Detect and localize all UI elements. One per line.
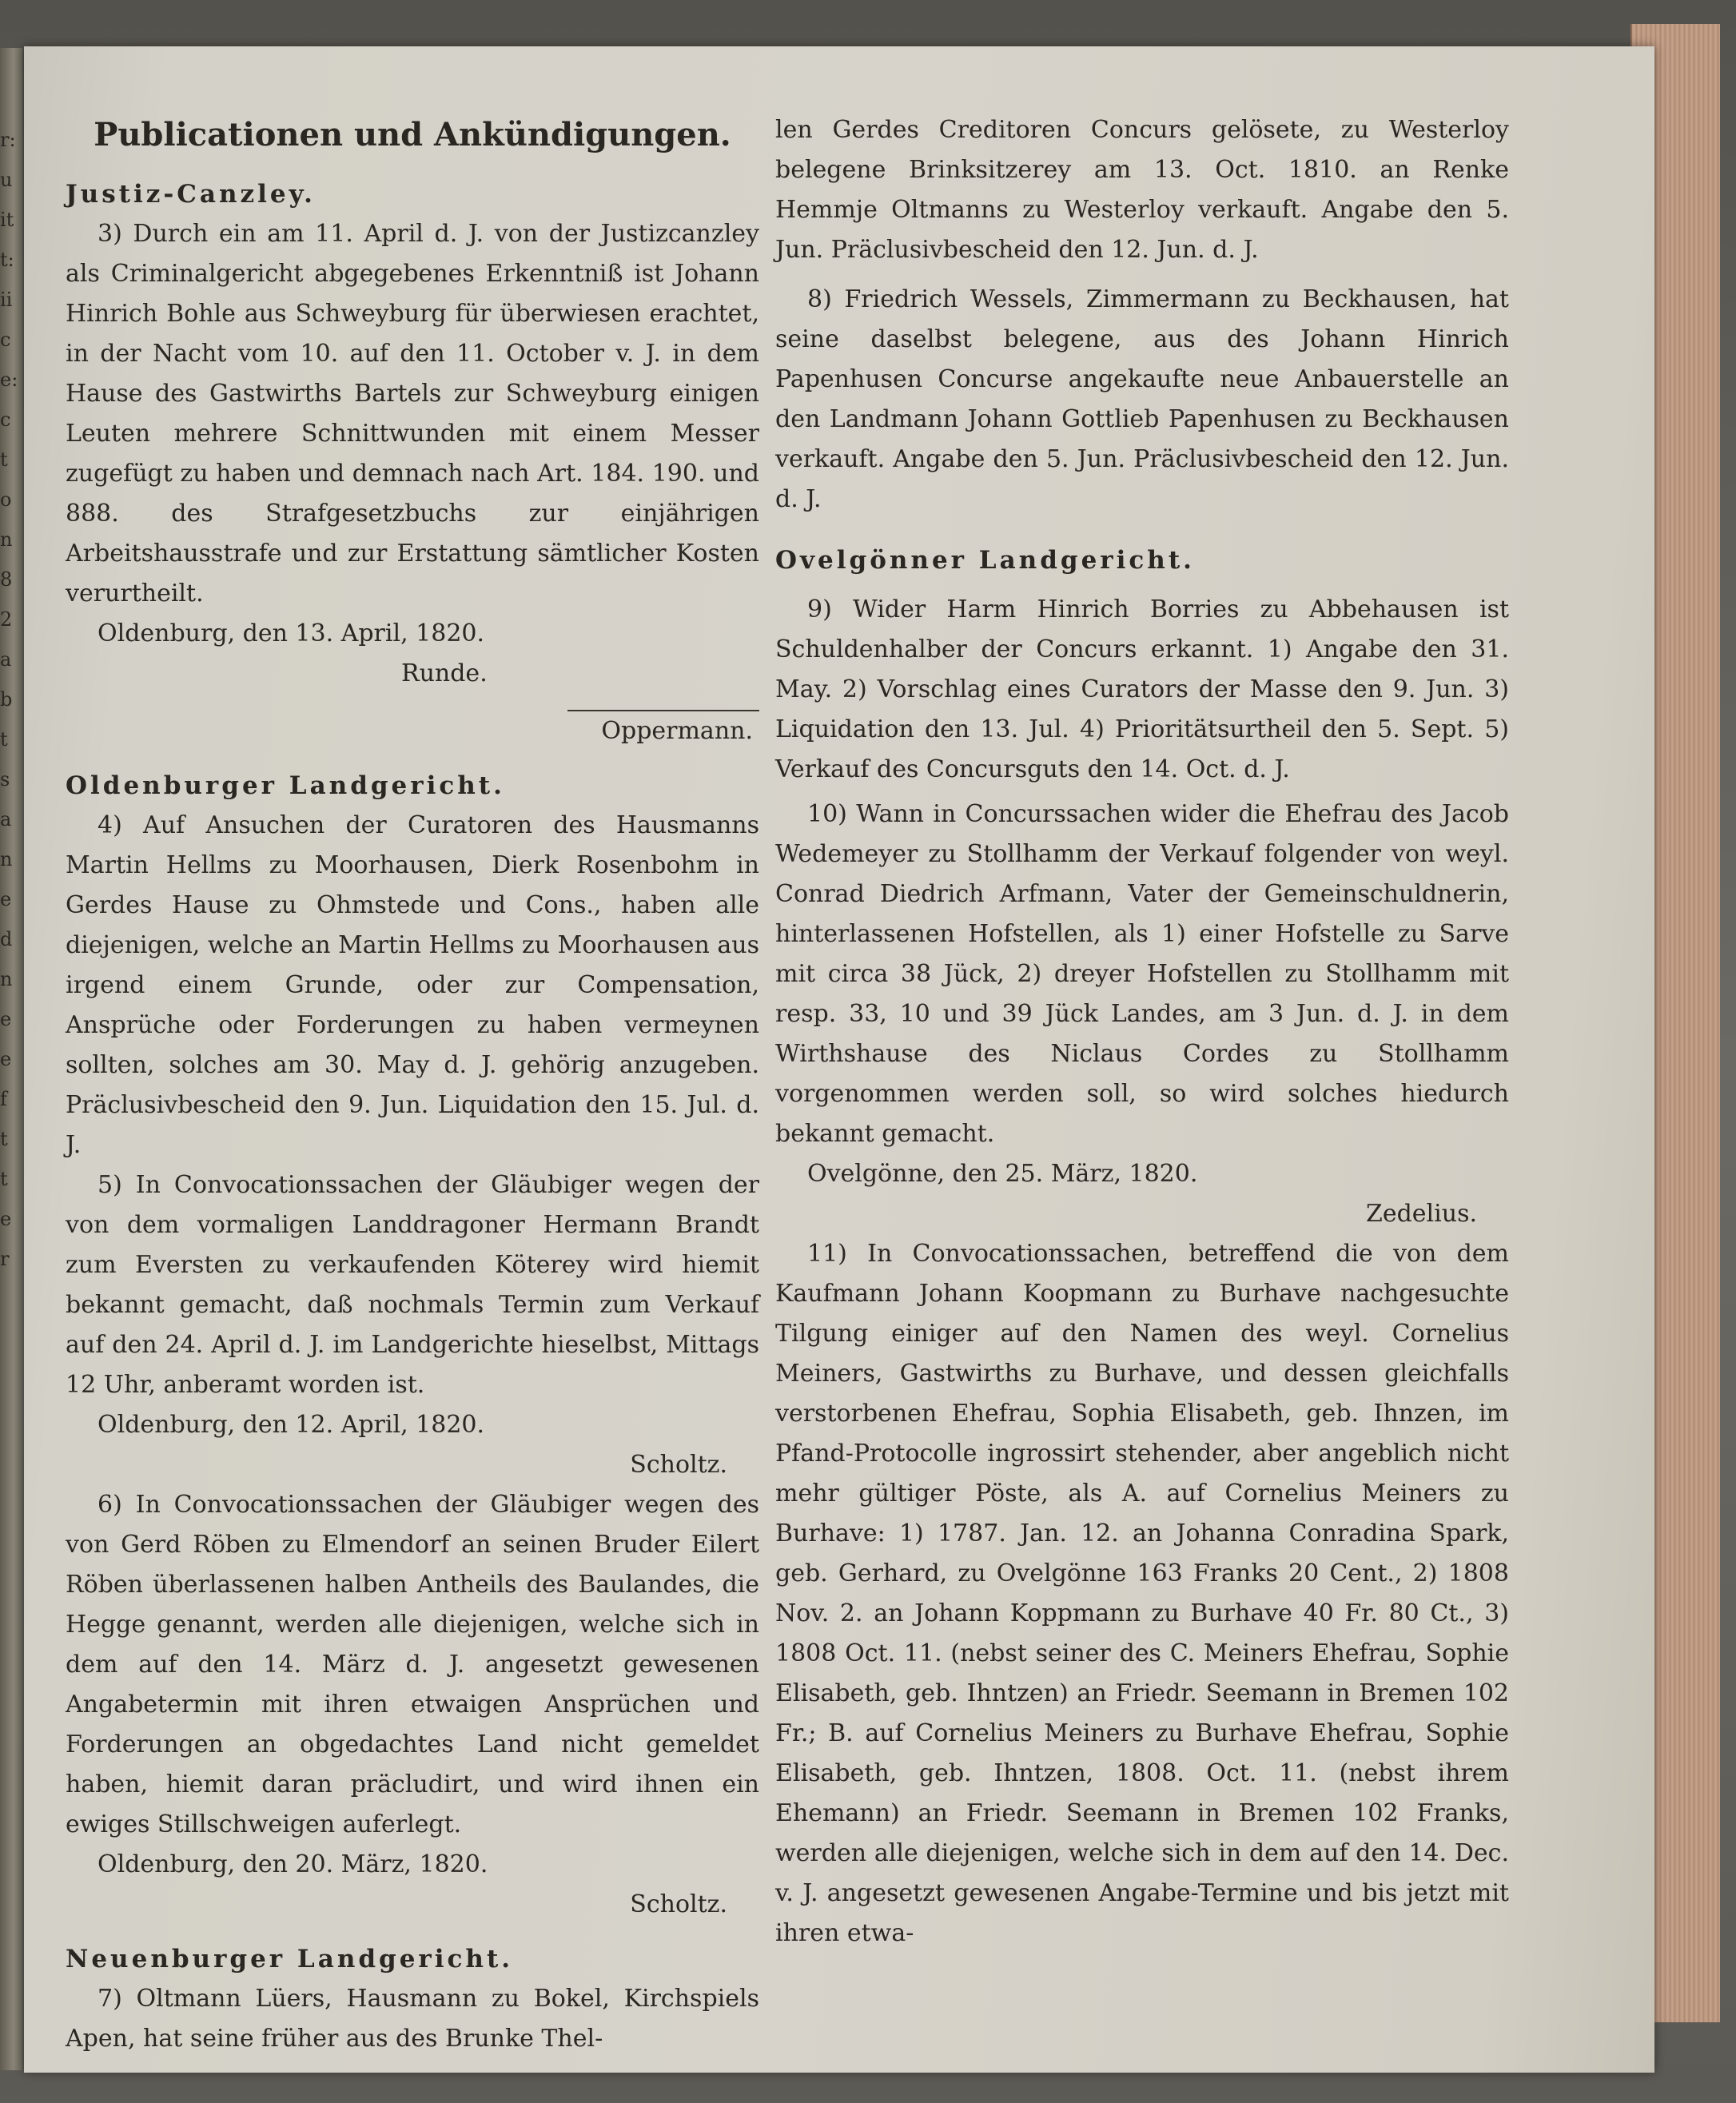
left-sliver-fragment: t [0,728,8,751]
left-sliver-fragment: t [0,448,8,471]
left-sliver-fragment: a [0,648,12,671]
section-neuenburger-landgericht: Neuenburger Landgericht. [66,1945,514,1974]
left-column [66,46,759,2059]
entry-10-signature: Zedelius. [1366,1200,1477,1228]
left-sliver-fragment: a [0,808,12,830]
entry-5-date: Oldenburg, den 12. April, 1820. [98,1411,485,1439]
left-sliver-fragment: d [0,928,13,950]
page-heading: Publicationen und Ankündigungen. [94,116,731,153]
entry-8: 8) Friedrich Wessels, Zimmermann zu Beckhausen, hat seine daselbst belegene, aus des Johann Hinrich Papenhusen Concurse angekaufte neue Anbauerstelle an den Landmann Johann Gottlieb Papenhusen zu Beckhausen verkauft. Angabe den 5. Jun. Präclusivbescheid den 12. Jun. d. J. [775,285,1509,513]
entry-6-date: Oldenburg, den 20. März, 1820. [98,1850,488,1878]
entry-5-signature: Scholtz. [630,1451,727,1479]
entry-5: 5) In Convocationssachen der Gläubiger wegen der von dem vormaligen Landdragoner Hermann Brandt zum Eversten zu verkaufenden Köterey wird hiemit bekannt gemacht, daß nochmals Termin zum Verkauf auf den 24. April d. J. im Landgerichte hieselbst, Mittags 12 Uhr, anberamt worden ist. [66,1171,759,1399]
entry-4: 4) Auf Ansuchen der Curatoren des Hausmanns Martin Hellms zu Moorhausen, Dierk Rosenbohm in Gerdes Hause zu Ohmstede und Cons., haben alle diejenigen, welche an Martin Hellms zu Moorhausen aus irgend einem Grunde, oder zur Compensation, Ansprüche oder Forderungen zu haben vermeynen sollten, solches am 30. May d. J. gehörig anzugeben. Präclusivbescheid den 9. Jun. Liquidation den 15. Jul. d. J. [66,811,759,1159]
left-sliver-fragment: e [0,1008,12,1030]
left-sliver-fragment: t [0,1168,8,1190]
book-page [24,46,1654,2073]
left-sliver-fragment: 8 [0,568,13,591]
left-page-sliver [0,120,21,1878]
entry-9: 9) Wider Harm Hinrich Borries zu Abbehausen ist Schuldenhalber der Concurs erkannt. 1) Angabe den 31. May. 2) Vorschlag eines Curators der Masse den 9. Jun. 3) Liquidation den 13. Jul. 4) Prioritätsurtheil den 5. Sept. 5) Verkauf des Concursguts den 14. Oct. d. J. [775,595,1509,783]
entry-6: 6) In Convocationssachen der Gläubiger wegen des von Gerd Röben zu Elmendorf an seinen Bruder Eilert Röben überlassenen halben Antheils des Baulandes, die Hegge genannt, werden alle diejenigen, welche sich in dem auf den 14. März d. J. angesetzt gewesenen Angabetermin mit ihren etwaigen Ansprüchen und Forderungen an obgedachtes Land nicht gemeldet haben, hiemit daran präcludirt, und wird ihnen ein ewiges Stillschweigen auferlegt. [66,1491,759,1838]
left-sliver-fragment: r: [0,129,16,151]
entry-10: 10) Wann in Concurssachen wider die Ehefrau des Jacob Wedemeyer zu Stollhamm der Verkauf folgender von weyl. Conrad Diedrich Arfmann, Vater der Gemeinschuldnerin, hinterlassenen Hofstellen, als 1) einer Hofstelle zu Sarve mit circa 38 Jück, 2) dreyer Hofstellen zu Stollhamm mit resp. 33, 10 und 39 Jück Landes, am 3 Jun. d. J. in dem Wirthshause des Niclaus Cordes zu Stollhamm vorgenommen werden soll, so wird solches hiedurch bekannt gemacht. [775,800,1509,1148]
left-sliver-fragment: e [0,1048,12,1070]
section-justiz-canzley: Justiz-Canzley. [66,180,316,209]
entry-3-signature-oppermann: Oppermann. [601,717,753,745]
left-sliver-fragment: f [0,1088,7,1110]
left-sliver-fragment: r [0,1248,10,1270]
left-sliver-fragment: n [0,968,13,990]
left-sliver-fragment: s [0,768,10,791]
entry-7-continued: len Gerdes Creditoren Concurs gelösete, zu Westerloy belegene Brinksitzerey am 13. Oct. 1810. an Renke Hemmje Oltmanns zu Westerloy verkauft. Angabe den 5. Jun. Präclusivbescheid den 12. Jun. d. J. [775,116,1509,264]
left-sliver-fragment: e: [0,368,18,391]
left-sliver-fragment: c [0,329,11,351]
entry-3-date: Oldenburg, den 13. April, 1820. [98,619,485,647]
left-sliver-fragment: n [0,528,13,551]
section-oldenburger-landgericht: Oldenburger Landgericht. [66,771,505,800]
left-sliver-fragment: e [0,1208,12,1230]
left-sliver-fragment: t [0,1128,8,1150]
entry-6-signature: Scholtz. [630,1890,727,1918]
entry-11: 11) In Convocationssachen, betreffend die von dem Kaufmann Johann Koopmann zu Burhave nachgesuchte Tilgung einiger auf den Namen des weyl. Cornelius Meiners, Gastwirths zu Burhave, und dessen gleichfalls verstorbenen Ehefrau, Sophia Elisabeth, geb. Ihnzen, im Pfand-Protocolle ingrossirt stehender, aber angeblich nicht mehr gültiger Pöste, als A. auf Cornelius Meiners zu Burhave: 1) 1787. Jan. 12. an Johanna Conradina Spark, geb. Gerhard, zu Ovelgönne 163 Franks 20 Cent., 2) 1808 Nov. 2. an Johann Koppmann zu Burhave 40 Fr. 80 Ct., 3) 1808 Oct. 11. (nebst seiner des C. Meiners Ehefrau, Sophie Elisabeth, geb. Ihntzen) an Friedr. Seemann in Bremen 102 Fr.; B. auf Cornelius Meiners zu Burhave Ehefrau, Sophie Elisabeth, geb. Ihntzen, 1808. Oct. 11. (nebst ihrem Ehemann) an Friedr. Seemann in Bremen 102 Franks, werden alle diejenigen, welche sich in dem auf den 14. Dec. v. J. angesetzt gewesenen Angabe-Termine und bis jetzt mit ihren etwa- [775,1240,1509,1947]
right-column [775,46,1509,1954]
left-sliver-fragment: ii [0,289,13,311]
section-ovelgoenner-landgericht: Ovelgönner Landgericht. [775,546,1195,575]
left-sliver-fragment: c [0,408,11,431]
left-sliver-fragment: 2 [0,608,13,631]
left-sliver-fragment: it [0,209,14,231]
entry-3-signature-runde: Runde. [401,659,488,687]
entry-3: 3) Durch ein am 11. April d. J. von der Justizcanzley als Criminalgericht abgegebenes Erkenntniß ist Johann Hinrich Bohle aus Schweyburg für überwiesen erachtet, in der Nacht vom 10. auf den 11. October v. J. in dem Hause des Gastwirths Bartels zur Schweyburg einigen Leuten mehrere Schnittwunden mit einem Messer zugefügt zu haben und demnach nach Art. 184. 190. und 888. des Strafgesetzbuchs zur einjährigen Arbeitshausstrafe und zur Erstattung sämtlicher Kosten verurtheilt. [66,220,759,607]
left-sliver-fragment: n [0,848,13,870]
left-sliver-fragment: t: [0,249,14,271]
entry-10-date: Ovelgönne, den 25. März, 1820. [807,1160,1198,1188]
left-sliver-fragment: e [0,888,12,910]
left-sliver-fragment: o [0,488,12,511]
left-sliver-fragment: b [0,688,13,711]
left-sliver-fragment: u [0,169,13,191]
entry-7: 7) Oltmann Lüers, Hausmann zu Bokel, Kirchspiels Apen, hat seine früher aus des Brunke Thel- [66,1985,759,2053]
